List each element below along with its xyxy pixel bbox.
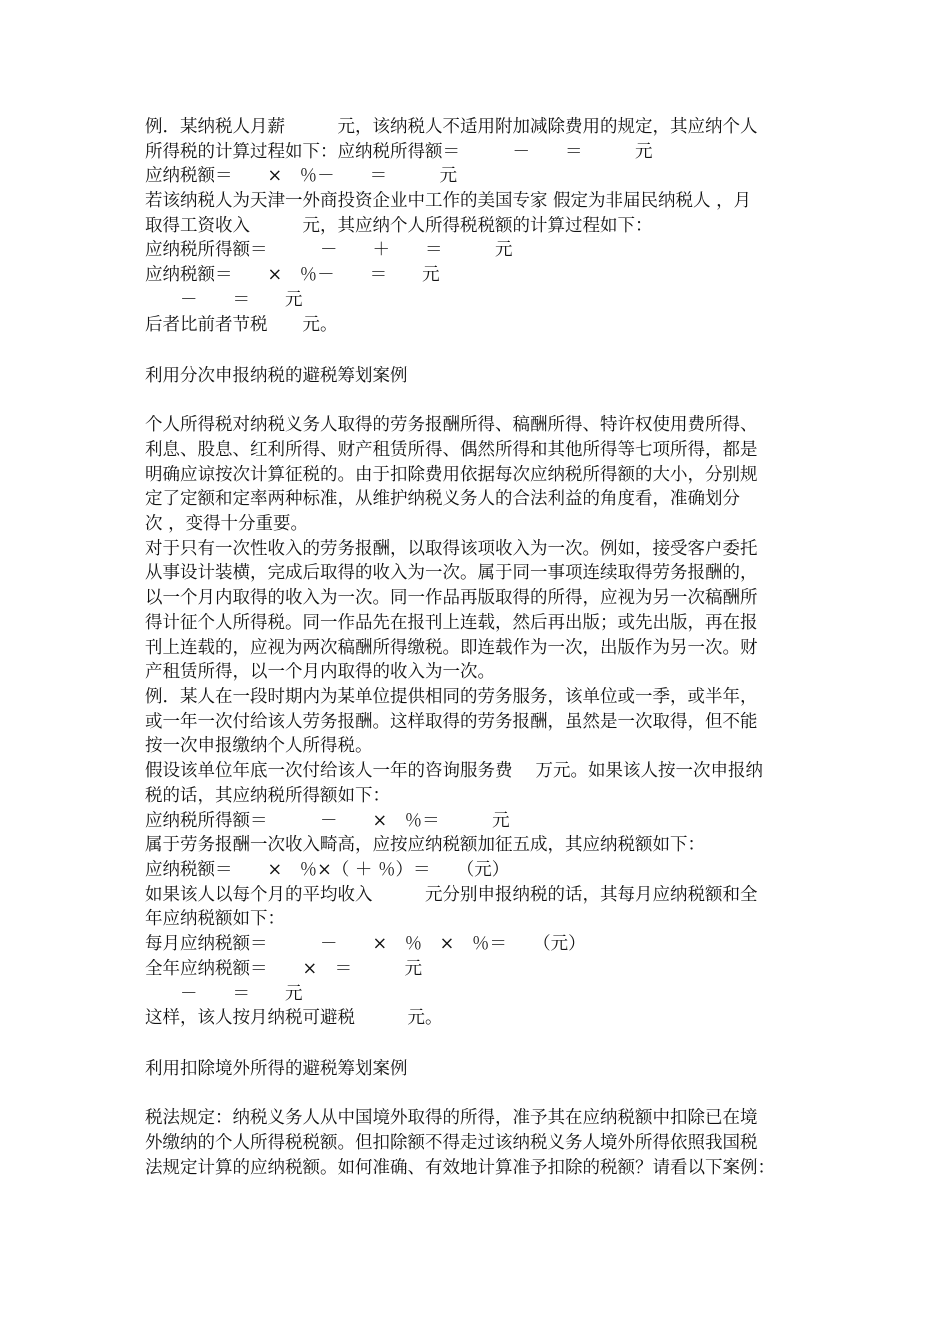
text-line: 定了定额和定率两种标准，从维护纳税义务人的合法利益的角度看，准确划分 (145, 489, 740, 509)
text-line: － ＝ 元 (145, 984, 303, 1004)
text-line: 按一次申报缴纳个人所得税。 (145, 736, 373, 756)
text-line: 年应纳税额如下： (145, 909, 285, 929)
text-line: 这样，该人按月纳税可避税 元。 (145, 1008, 443, 1028)
text-line: 个人所得税对纳税义务人取得的劳务报酬所得、稿酬所得、特许权使用费所得、 (145, 415, 758, 435)
text-line: 全年应纳税额＝ × ＝ 元 (145, 959, 423, 979)
text-line: 应纳税所得额＝ － ＋ ＝ 元 (145, 240, 513, 260)
text-line: 假设该单位年底一次付给该人一年的咨询服务费 万元。如果该人按一次申报纳 (145, 761, 764, 781)
text-line: 明确应谅按次计算征税的。由于扣除费用依据每次应纳税所得额的大小，分别规 (145, 465, 758, 485)
text-line: 得计征个人所得税。同一作品先在报刊上连载，然后再出版；或先出版，再在报 (145, 613, 758, 633)
text-line: 或一年一次付给该人劳务报酬。这样取得的劳务报酬，虽然是一次取得，但不能 (145, 712, 758, 732)
section-heading: 利用分次申报纳税的避税筹划案例 (145, 366, 408, 386)
text-line: 应纳税额＝ × ％×（ ＋ ％）＝ （元） (145, 860, 510, 880)
text-line: 每月应纳税额＝ － × ％ × ％＝ （元） (145, 934, 586, 954)
text-line: 例．某纳税人月薪 元，该纳税人不适用附加减除费用的规定，其应纳个人 (145, 117, 758, 137)
text-line: 产租赁所得，以一个月内取得的收入为一次。 (145, 662, 495, 682)
text-line: 后者比前者节税 元。 (145, 315, 338, 335)
text-line: 所得税的计算过程如下：应纳税所得额＝ － ＝ 元 (145, 142, 653, 162)
text-line: 例．某人在一段时期内为某单位提供相同的劳务服务，该单位或一季，或半年， (145, 687, 758, 707)
text-line: 如果该人以每个月的平均收入 元分别申报纳税的话，其每月应纳税额和全 (145, 885, 758, 905)
text-line: 利息、股息、红利所得、财产租赁所得、偶然所得和其他所得等七项所得，都是 (145, 440, 758, 460)
text-line: 以一个月内取得的收入为一次。同一作品再版取得的所得，应视为另一次稿酬所 (145, 588, 758, 608)
text-line: 属于劳务报酬一次收入畸高，应按应纳税额加征五成，其应纳税额如下： (145, 835, 705, 855)
text-line: 从事设计装横，完成后取得的收入为一次。属于同一事项连续取得劳务报酬的， (145, 563, 758, 583)
text-line: 税法规定：纳税义务人从中国境外取得的所得，准予其在应纳税额中扣除已在境 (145, 1108, 758, 1128)
text-line: 应纳税额＝ × ％－ ＝ 元 (145, 166, 458, 186)
text-line: 取得工资收入 元，其应纳个人所得税税额的计算过程如下： (145, 216, 653, 236)
text-line: 次 ，变得十分重要。 (145, 514, 309, 534)
section-heading: 利用扣除境外所得的避税筹划案例 (145, 1059, 408, 1079)
text-line: 应纳税额＝ × ％－ ＝ 元 (145, 265, 440, 285)
text-line: 刊上连载的，应视为两次稿酬所得缴税。即连载作为一次，出版作为另一次。财 (145, 638, 758, 658)
text-line: 外缴纳的个人所得税税额。但扣除额不得走过该纳税义务人境外所得依照我国税 (145, 1133, 758, 1153)
text-line: 税的话，其应纳税所得额如下： (145, 786, 390, 806)
text-line: － ＝ 元 (145, 290, 303, 310)
text-line: 法规定计算的应纳税额。如何准确、有效地计算准予扣除的税额？请看以下案例： (145, 1158, 775, 1178)
text-line: 若该纳税人为天津一外商投资企业中工作的美国专家 假定为非届民纳税人 ，月 (145, 191, 752, 211)
text-line: 应纳税所得额＝ － × ％＝ 元 (145, 811, 510, 831)
text-line: 对于只有一次性收入的劳务报酬，以取得该项收入为一次。例如，接受客户委托 (145, 539, 758, 559)
